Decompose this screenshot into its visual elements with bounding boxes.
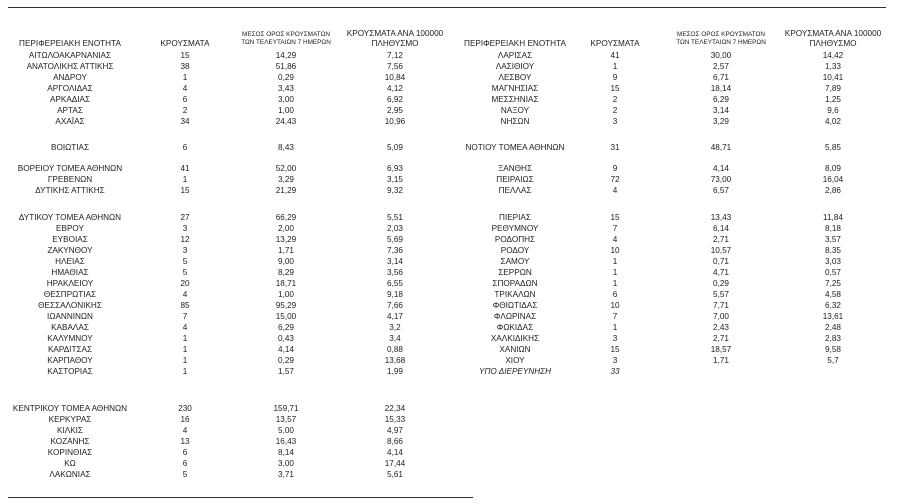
cell-avg7: 6,29 bbox=[713, 95, 729, 104]
cell-per100k: 17,44 bbox=[384, 459, 406, 468]
cell-region: ΑΙΤΩΛΟΑΚΑΡΝΑΝΙΑΣ bbox=[28, 51, 112, 60]
cell-cases: 31 bbox=[610, 143, 620, 152]
cell-avg7: 9,00 bbox=[278, 257, 294, 266]
cell-avg7: 24,43 bbox=[275, 117, 297, 126]
table-row bbox=[0, 437, 900, 447]
cell-per100k: 5,7 bbox=[827, 356, 839, 365]
cell-region: ΦΛΩΡΙΝΑΣ bbox=[493, 312, 537, 321]
cell-per100k: 6,92 bbox=[387, 95, 403, 104]
cell-cases: 10 bbox=[610, 246, 620, 255]
cell-per100k: 8,09 bbox=[825, 164, 841, 173]
cell-region: ΚΑΡΔΙΤΣΑΣ bbox=[47, 345, 93, 354]
cell-cases: 1 bbox=[612, 279, 618, 288]
cell-per100k: 8,35 bbox=[825, 246, 841, 255]
cell-region: ΞΑΝΘΗΣ bbox=[497, 164, 533, 173]
table-row bbox=[0, 62, 900, 72]
cell-region: ΑΡΚΑΔΙΑΣ bbox=[49, 95, 91, 104]
cell-cases: 1 bbox=[182, 367, 188, 376]
cell-per100k: 3,56 bbox=[387, 268, 403, 277]
cell-per100k: 7,56 bbox=[387, 62, 403, 71]
cell-region: ΖΑΚΥΝΘΟΥ bbox=[47, 246, 93, 255]
cell-region: ΦΘΙΩΤΙΔΑΣ bbox=[492, 301, 538, 310]
table-row bbox=[0, 213, 900, 223]
table-row bbox=[0, 426, 900, 436]
cell-cases: 4 bbox=[182, 290, 188, 299]
cell-region: ΚΩ bbox=[64, 459, 76, 468]
cell-per100k: 5,85 bbox=[825, 143, 841, 152]
table-row bbox=[0, 459, 900, 469]
cell-per100k: 4,58 bbox=[825, 290, 841, 299]
table-row bbox=[0, 301, 900, 311]
cell-per100k: 13,68 bbox=[384, 356, 406, 365]
cell-avg7: 8,43 bbox=[278, 143, 294, 152]
cell-region: ΡΟΔΟΠΗΣ bbox=[494, 235, 536, 244]
cell-cases: 2 bbox=[612, 106, 618, 115]
cell-cases: 2 bbox=[182, 106, 188, 115]
cell-cases: 1 bbox=[182, 345, 188, 354]
cell-cases: 1 bbox=[612, 268, 618, 277]
cell-per100k: 7,66 bbox=[387, 301, 403, 310]
cell-region: ΣΕΡΡΩΝ bbox=[498, 268, 532, 277]
cell-avg7: 13,29 bbox=[275, 235, 297, 244]
cell-avg7: 4,14 bbox=[713, 164, 729, 173]
table-row bbox=[0, 367, 900, 377]
cell-region: ΜΕΣΣΗΝΙΑΣ bbox=[491, 95, 539, 104]
table-row bbox=[0, 290, 900, 300]
cell-per100k: 22,34 bbox=[384, 404, 406, 413]
header-per100k-line1: ΚΡΟΥΣΜΑΤΑ ΑΝΑ 100000 bbox=[784, 29, 882, 38]
cell-per100k: 8,66 bbox=[387, 437, 403, 446]
cell-region: ΠΕΛΛΑΣ bbox=[498, 186, 532, 195]
cell-avg7: 3,43 bbox=[278, 84, 294, 93]
cell-cases: 12 bbox=[180, 235, 190, 244]
cell-avg7: 1,57 bbox=[278, 367, 294, 376]
cell-cases: 1 bbox=[612, 257, 618, 266]
cell-region: ΝΟΤΙΟΥ ΤΟΜΕΑ ΑΘΗΝΩΝ bbox=[465, 143, 565, 152]
cell-avg7: 18,57 bbox=[710, 345, 732, 354]
cell-region: ΚΟΡΙΝΘΙΑΣ bbox=[47, 448, 93, 457]
cell-region: ΚΙΛΚΙΣ bbox=[56, 426, 83, 435]
cell-region: ΜΑΓΝΗΣΙΑΣ bbox=[491, 84, 539, 93]
header-per100k-line1: ΚΡΟΥΣΜΑΤΑ ΑΝΑ 100000 bbox=[346, 29, 444, 38]
table-row bbox=[0, 186, 900, 196]
table-row bbox=[0, 175, 900, 185]
cell-avg7: 10,57 bbox=[710, 246, 732, 255]
cell-avg7: 2,43 bbox=[713, 323, 729, 332]
cell-per100k: 4,14 bbox=[387, 448, 403, 457]
cell-cases: 230 bbox=[178, 404, 192, 413]
cell-avg7: 2,71 bbox=[713, 334, 729, 343]
cell-region: ΗΛΕΙΑΣ bbox=[55, 257, 85, 266]
table-row bbox=[0, 117, 900, 127]
cell-cases: 7 bbox=[612, 312, 618, 321]
table-row bbox=[0, 235, 900, 245]
cell-cases: 15 bbox=[610, 345, 620, 354]
cell-cases: 1 bbox=[182, 356, 188, 365]
cell-cases: 1 bbox=[182, 73, 188, 82]
cell-cases: 10 bbox=[610, 301, 620, 310]
cell-cases: 3 bbox=[182, 224, 188, 233]
cell-cases: 85 bbox=[180, 301, 190, 310]
cell-cases: 38 bbox=[180, 62, 190, 71]
cell-region: ΑΝΑΤΟΛΙΚΗΣ ΑΤΤΙΚΗΣ bbox=[26, 62, 114, 71]
table-row bbox=[0, 257, 900, 267]
table-row bbox=[0, 356, 900, 366]
table-row bbox=[0, 51, 900, 61]
cell-avg7: 5,00 bbox=[278, 426, 294, 435]
cell-cases: 3 bbox=[612, 356, 618, 365]
cell-avg7: 2,00 bbox=[278, 224, 294, 233]
cell-avg7: 16,43 bbox=[275, 437, 297, 446]
table-row bbox=[0, 106, 900, 116]
cell-per100k: 4,17 bbox=[387, 312, 403, 321]
cell-region: ΕΒΡΟΥ bbox=[56, 224, 84, 233]
header-region: ΠΕΡΙΦΕΡΕΙΑΚΗ ΕΝΟΤΗΤΑ bbox=[464, 39, 566, 48]
cell-per100k: 10,96 bbox=[384, 117, 406, 126]
table-row bbox=[0, 345, 900, 355]
cell-cases: 15 bbox=[180, 51, 190, 60]
cell-cases: 4 bbox=[612, 186, 618, 195]
cell-region: ΘΕΣΠΡΩΤΙΑΣ bbox=[43, 290, 97, 299]
cell-per100k: 3,2 bbox=[389, 323, 401, 332]
cell-avg7: 2,71 bbox=[713, 235, 729, 244]
cell-cases: 5 bbox=[182, 470, 188, 479]
cell-avg7: 66,29 bbox=[275, 213, 297, 222]
cell-per100k: 2,86 bbox=[825, 186, 841, 195]
cell-per100k: 14,42 bbox=[822, 51, 844, 60]
cell-per100k: 4,02 bbox=[825, 117, 841, 126]
table-row bbox=[0, 84, 900, 94]
cell-cases: 9 bbox=[612, 73, 618, 82]
cell-region: ΚΕΝΤΡΙΚΟΥ ΤΟΜΕΑ ΑΘΗΝΩΝ bbox=[12, 404, 128, 413]
cell-region: ΚΑΡΠΑΘΟΥ bbox=[47, 356, 93, 365]
cell-avg7: 48,71 bbox=[710, 143, 732, 152]
cell-avg7: 18,71 bbox=[275, 279, 297, 288]
cell-cases: 34 bbox=[180, 117, 190, 126]
cell-region: ΝΑΞΟΥ bbox=[500, 106, 530, 115]
cell-avg7: 3,29 bbox=[278, 175, 294, 184]
table-row bbox=[0, 143, 900, 153]
cell-cases: 1 bbox=[182, 334, 188, 343]
table-row bbox=[0, 470, 900, 480]
cell-cases: 16 bbox=[180, 415, 190, 424]
cell-avg7: 14,29 bbox=[275, 51, 297, 60]
cell-avg7: 6,14 bbox=[713, 224, 729, 233]
cell-cases: 9 bbox=[612, 164, 618, 173]
table-row bbox=[0, 323, 900, 333]
cell-avg7: 3,29 bbox=[713, 117, 729, 126]
cell-cases: 7 bbox=[182, 312, 188, 321]
cell-region: ΦΩΚΙΔΑΣ bbox=[496, 323, 534, 332]
cell-cases: 6 bbox=[182, 448, 188, 457]
cell-per100k: 3,15 bbox=[387, 175, 403, 184]
cell-avg7: 13,57 bbox=[275, 415, 297, 424]
cell-per100k: 6,93 bbox=[387, 164, 403, 173]
cell-per100k: 1,25 bbox=[825, 95, 841, 104]
cell-per100k: 8,18 bbox=[825, 224, 841, 233]
cell-avg7: 3,00 bbox=[278, 95, 294, 104]
cell-region: ΣΑΜΟΥ bbox=[500, 257, 530, 266]
cell-region: ΛΑΚΩΝΙΑΣ bbox=[49, 470, 91, 479]
cell-per100k: 5,51 bbox=[387, 213, 403, 222]
cell-per100k: 2,83 bbox=[825, 334, 841, 343]
cell-per100k: 10,41 bbox=[822, 73, 844, 82]
cell-per100k: 4,12 bbox=[387, 84, 403, 93]
cell-avg7: 4,14 bbox=[278, 345, 294, 354]
table-row bbox=[0, 95, 900, 105]
cell-per100k: 4,97 bbox=[387, 426, 403, 435]
cell-per100k: 1,99 bbox=[387, 367, 403, 376]
cell-cases: 1 bbox=[612, 323, 618, 332]
header-avg7-line2: ΤΩΝ ΤΕΛΕΥΤΑΙΩΝ 7 ΗΜΕΡΩΝ bbox=[676, 39, 766, 46]
cell-per100k: 11,84 bbox=[823, 213, 843, 222]
cell-cases: 33 bbox=[610, 367, 620, 376]
cell-region: ΔΥΤΙΚΗΣ ΑΤΤΙΚΗΣ bbox=[35, 186, 105, 195]
cell-per100k: 9,32 bbox=[387, 186, 403, 195]
cell-avg7: 2,57 bbox=[713, 62, 729, 71]
cell-cases: 3 bbox=[182, 246, 188, 255]
cell-region: ΔΥΤΙΚΟΥ ΤΟΜΕΑ ΑΘΗΝΩΝ bbox=[18, 213, 122, 222]
header-avg7-line1: ΜΕΣΟΣ ΟΡΟΣ ΚΡΟΥΣΜΑΤΩΝ bbox=[242, 31, 330, 38]
cell-per100k: 2,48 bbox=[825, 323, 841, 332]
cell-avg7: 13,43 bbox=[710, 213, 732, 222]
cell-region: ΚΑΛΥΜΝΟΥ bbox=[47, 334, 93, 343]
cell-avg7: 18,14 bbox=[710, 84, 732, 93]
cell-region: ΠΕΙΡΑΙΩΣ bbox=[496, 175, 534, 184]
cell-cases: 4 bbox=[182, 323, 188, 332]
cell-per100k: 10,84 bbox=[384, 73, 406, 82]
cell-avg7: 7,71 bbox=[713, 301, 729, 310]
cell-region: ΛΑΣΙΘΙΟΥ bbox=[495, 62, 535, 71]
cell-avg7: 1,71 bbox=[278, 246, 294, 255]
cell-cases: 72 bbox=[610, 175, 620, 184]
cell-avg7: 1,00 bbox=[278, 106, 294, 115]
cell-region: ΡΕΘΥΜΝΟΥ bbox=[491, 224, 539, 233]
cell-avg7: 0,29 bbox=[278, 356, 294, 365]
cell-avg7: 8,14 bbox=[278, 448, 294, 457]
cell-region: ΥΠΟ ΔΙΕΡΕΥΝΗΣΗ bbox=[479, 367, 551, 376]
table-row bbox=[0, 224, 900, 234]
cell-avg7: 73,00 bbox=[710, 175, 732, 184]
cell-avg7: 52,00 bbox=[275, 164, 297, 173]
cell-region: ΠΙΕΡΙΑΣ bbox=[499, 213, 531, 222]
cell-cases: 1 bbox=[612, 62, 618, 71]
cell-avg7: 0,29 bbox=[278, 73, 294, 82]
cell-cases: 6 bbox=[182, 459, 188, 468]
cell-region: ΑΡΓΟΛΙΔΑΣ bbox=[47, 84, 93, 93]
cell-region: ΣΠΟΡΑΔΩΝ bbox=[492, 279, 538, 288]
cell-cases: 3 bbox=[612, 117, 618, 126]
header-avg7-line2: ΤΩΝ ΤΕΛΕΥΤΑΙΩΝ 7 ΗΜΕΡΩΝ bbox=[241, 39, 331, 46]
table-row bbox=[0, 448, 900, 458]
cell-avg7: 6,57 bbox=[713, 186, 729, 195]
cell-region: ΚΕΡΚΥΡΑΣ bbox=[48, 415, 92, 424]
cell-region: ΤΡΙΚΑΛΩΝ bbox=[494, 290, 536, 299]
cell-region: ΑΝΔΡΟΥ bbox=[53, 73, 87, 82]
cell-cases: 27 bbox=[180, 213, 190, 222]
cell-region: ΗΡΑΚΛΕΙΟΥ bbox=[46, 279, 94, 288]
cell-region: ΧΑΝΙΩΝ bbox=[499, 345, 531, 354]
cell-per100k: 7,25 bbox=[825, 279, 841, 288]
cell-avg7: 30,00 bbox=[710, 51, 732, 60]
table-row bbox=[0, 73, 900, 83]
cell-cases: 4 bbox=[612, 235, 618, 244]
cell-cases: 5 bbox=[182, 268, 188, 277]
cell-cases: 6 bbox=[182, 95, 188, 104]
table-row bbox=[0, 312, 900, 322]
table-row bbox=[0, 164, 900, 174]
cell-cases: 5 bbox=[182, 257, 188, 266]
cell-avg7: 159,71 bbox=[273, 404, 299, 413]
cell-per100k: 7,36 bbox=[387, 246, 403, 255]
cell-cases: 1 bbox=[182, 175, 188, 184]
cell-per100k: 13,61 bbox=[822, 312, 844, 321]
cell-region: ΧΙΟΥ bbox=[505, 356, 525, 365]
cell-cases: 15 bbox=[610, 84, 620, 93]
cell-cases: 2 bbox=[612, 95, 618, 104]
cell-per100k: 2,95 bbox=[387, 106, 403, 115]
cell-per100k: 6,55 bbox=[387, 279, 403, 288]
cell-avg7: 5,57 bbox=[713, 290, 729, 299]
cell-per100k: 16,04 bbox=[822, 175, 844, 184]
header-avg7-line1: ΜΕΣΟΣ ΟΡΟΣ ΚΡΟΥΣΜΑΤΩΝ bbox=[677, 31, 765, 38]
top-rule bbox=[8, 7, 886, 8]
cell-region: ΑΧΑΪΑΣ bbox=[55, 117, 85, 126]
cell-cases: 4 bbox=[182, 426, 188, 435]
cell-per100k: 0,88 bbox=[387, 345, 403, 354]
cell-per100k: 7,12 bbox=[387, 51, 403, 60]
cell-avg7: 3,71 bbox=[278, 470, 294, 479]
cell-avg7: 8,29 bbox=[278, 268, 294, 277]
cell-region: ΒΟΙΩΤΙΑΣ bbox=[50, 143, 90, 152]
cell-per100k: 3,57 bbox=[825, 235, 841, 244]
cell-region: ΚΑΒΑΛΑΣ bbox=[51, 323, 89, 332]
cell-per100k: 0,57 bbox=[825, 268, 841, 277]
cell-region: ΚΑΣΤΟΡΙΑΣ bbox=[47, 367, 93, 376]
cell-avg7: 3,00 bbox=[278, 459, 294, 468]
cell-region: ΡΟΔΟΥ bbox=[500, 246, 530, 255]
cell-avg7: 6,71 bbox=[713, 73, 729, 82]
header-region: ΠΕΡΙΦΕΡΕΙΑΚΗ ΕΝΟΤΗΤΑ bbox=[19, 39, 121, 48]
cell-region: ΓΡΕΒΕΝΩΝ bbox=[47, 175, 93, 184]
header-cases: ΚΡΟΥΣΜΑΤΑ bbox=[590, 39, 640, 48]
cell-cases: 3 bbox=[612, 334, 618, 343]
cell-cases: 20 bbox=[180, 279, 190, 288]
cell-region: ΙΩΑΝΝΙΝΩΝ bbox=[47, 312, 93, 321]
cell-region: ΧΑΛΚΙΔΙΚΗΣ bbox=[490, 334, 540, 343]
cell-cases: 6 bbox=[612, 290, 618, 299]
cell-per100k: 9,18 bbox=[387, 290, 403, 299]
cell-per100k: 5,09 bbox=[387, 143, 403, 152]
cell-per100k: 6,32 bbox=[825, 301, 841, 310]
cell-cases: 41 bbox=[180, 164, 190, 173]
cell-cases: 15 bbox=[180, 186, 190, 195]
cell-region: ΛΕΣΒΟΥ bbox=[498, 73, 532, 82]
cell-avg7: 0,43 bbox=[278, 334, 294, 343]
cell-region: ΕΥΒΟΙΑΣ bbox=[52, 235, 88, 244]
table-row bbox=[0, 279, 900, 289]
cell-per100k: 5,61 bbox=[387, 470, 403, 479]
cell-avg7: 3,14 bbox=[713, 106, 729, 115]
table-row bbox=[0, 268, 900, 278]
cell-cases: 41 bbox=[610, 51, 620, 60]
table-row bbox=[0, 334, 900, 344]
cell-per100k: 3,4 bbox=[389, 334, 401, 343]
cell-region: ΘΕΣΣΑΛΟΝΙΚΗΣ bbox=[38, 301, 102, 310]
cell-per100k: 1,33 bbox=[825, 62, 841, 71]
table-row bbox=[0, 415, 900, 425]
table-row bbox=[0, 404, 900, 414]
cell-per100k: 9,6 bbox=[827, 106, 839, 115]
cell-per100k: 2,03 bbox=[387, 224, 403, 233]
cell-per100k: 3,03 bbox=[825, 257, 841, 266]
cell-cases: 7 bbox=[612, 224, 618, 233]
cell-region: ΑΡΤΑΣ bbox=[57, 106, 83, 115]
cell-cases: 6 bbox=[182, 143, 188, 152]
cell-avg7: 0,71 bbox=[713, 257, 729, 266]
bottom-rule bbox=[8, 497, 473, 498]
cell-per100k: 7,89 bbox=[825, 84, 841, 93]
cell-per100k: 5,69 bbox=[387, 235, 403, 244]
cell-region: ΝΗΣΩΝ bbox=[500, 117, 530, 126]
cell-region: ΒΟΡΕΙΟΥ ΤΟΜΕΑ ΑΘΗΝΩΝ bbox=[17, 164, 123, 173]
cell-avg7: 4,71 bbox=[713, 268, 729, 277]
header-per100k-line2: ΠΛΗΘΥΣΜΟ bbox=[809, 39, 857, 48]
cell-region: ΚΟΖΑΝΗΣ bbox=[50, 437, 90, 446]
cell-avg7: 15,00 bbox=[275, 312, 297, 321]
cell-avg7: 0,29 bbox=[713, 279, 729, 288]
cell-avg7: 1,00 bbox=[278, 290, 294, 299]
table-row bbox=[0, 246, 900, 256]
header-per100k-line2: ΠΛΗΘΥΣΜΟ bbox=[371, 39, 419, 48]
header-cases: ΚΡΟΥΣΜΑΤΑ bbox=[160, 39, 210, 48]
cell-region: ΗΜΑΘΙΑΣ bbox=[51, 268, 89, 277]
cell-avg7: 6,29 bbox=[278, 323, 294, 332]
cell-cases: 13 bbox=[180, 437, 190, 446]
cell-avg7: 21,29 bbox=[275, 186, 297, 195]
cell-per100k: 15,33 bbox=[384, 415, 406, 424]
cell-cases: 4 bbox=[182, 84, 188, 93]
cell-avg7: 95,29 bbox=[275, 301, 297, 310]
cell-avg7: 7,00 bbox=[713, 312, 729, 321]
cell-per100k: 9,58 bbox=[825, 345, 841, 354]
cell-avg7: 51,86 bbox=[275, 62, 297, 71]
cell-cases: 15 bbox=[610, 213, 620, 222]
cell-avg7: 1,71 bbox=[713, 356, 729, 365]
cell-per100k: 3,14 bbox=[387, 257, 403, 266]
cell-region: ΛΑΡΙΣΑΣ bbox=[497, 51, 533, 60]
